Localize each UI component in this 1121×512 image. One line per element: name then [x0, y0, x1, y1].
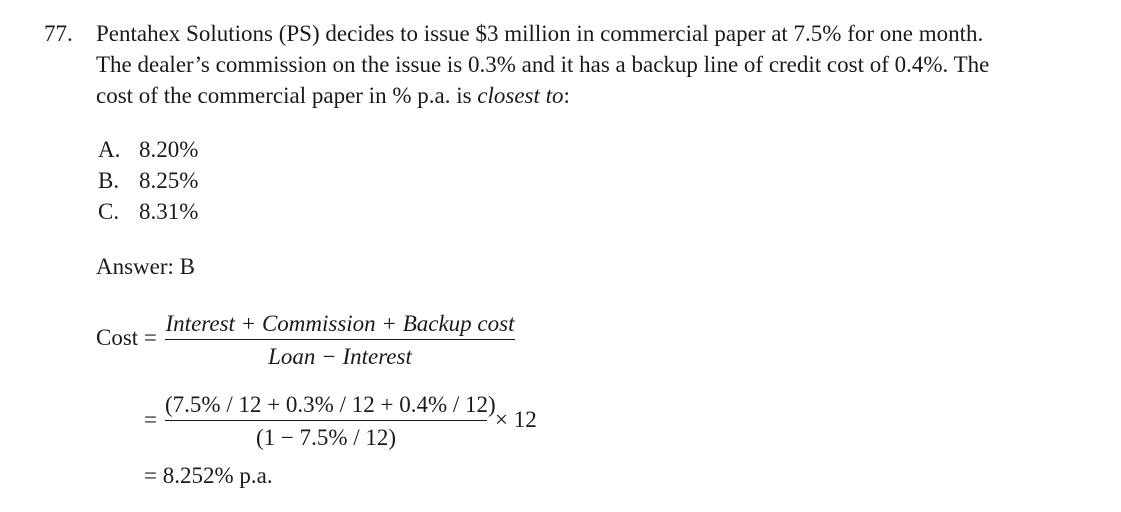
option-letter: A. — [98, 137, 121, 162]
question-line-2: The dealer’s commission on the issue is 0.3% and it has a backup line of credit cost of 0.4%. The — [96, 52, 990, 77]
denominator-2: (1 − 7.5% / 12) — [255, 425, 397, 450]
fraction-bar-2 — [165, 420, 487, 421]
cost-label: Cost = — [96, 325, 157, 350]
result: = 8.252% p.a. — [144, 463, 273, 488]
question-number: 77. — [44, 21, 73, 46]
question-line-3-text: cost of the commercial paper in % p.a. is — [96, 83, 478, 108]
option-text: 8.20% — [139, 137, 199, 162]
question-line-3-end: : — [563, 83, 570, 108]
option-text: 8.31% — [139, 199, 199, 224]
question-line-3 — [96, 80, 570, 111]
option-a — [98, 134, 198, 165]
multiplier: × 12 — [495, 407, 537, 432]
equals-sign: = — [144, 407, 157, 432]
question-emphasis: closest to — [477, 83, 564, 108]
denominator-1: Loan − Interest — [268, 344, 412, 369]
option-text: 8.25% — [139, 168, 199, 193]
option-letter: B. — [98, 168, 120, 193]
answer-label: Answer: B — [96, 254, 196, 279]
numerator-2: (7.5% / 12 + 0.3% / 12 + 0.4% / 12) — [165, 392, 496, 417]
option-b — [98, 165, 198, 196]
question-line-1: Pentahex Solutions (PS) decides to issue $3 million in commercial paper at 7.5% for one month. — [96, 21, 984, 46]
fraction-bar-1 — [165, 339, 515, 340]
option-c — [98, 196, 198, 227]
option-letter: C. — [98, 199, 120, 224]
numerator-1: Interest + Commission + Backup cost — [165, 311, 515, 336]
